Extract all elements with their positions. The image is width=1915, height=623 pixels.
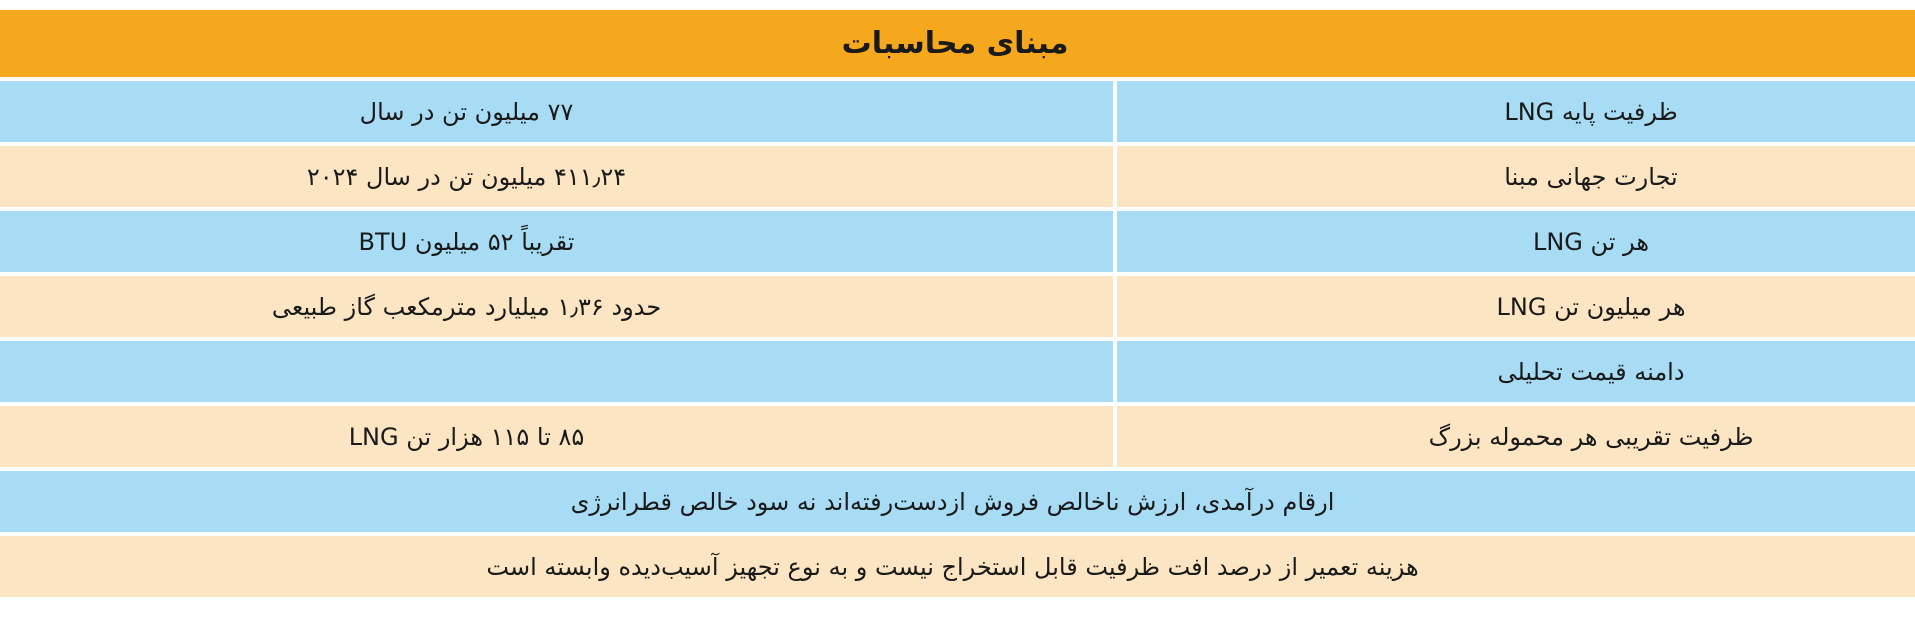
table-row — [0, 276, 1915, 341]
table-row — [0, 146, 1915, 211]
row-value: حدود ۱٫۳۶ میلیارد مترمکعب گاز طبیعی — [0, 276, 1113, 337]
note-row — [0, 471, 1915, 536]
table-row — [0, 406, 1915, 471]
row-label: هر میلیون تن LNG — [1113, 276, 1915, 337]
table-title: مبنای محاسبات — [841, 26, 1069, 61]
row-value: تقریباً ۵۲ میلیون BTU — [0, 211, 1113, 272]
note-cell — [0, 536, 1915, 597]
note-row — [0, 536, 1915, 597]
row-value: ۴۱۱٫۲۴ میلیون تن در سال ۲۰۲۴ — [0, 146, 1113, 207]
row-label: دامنه قیمت تحلیلی — [1113, 341, 1915, 402]
row-label: تجارت جهانی مبنا — [1113, 146, 1915, 207]
row-value — [0, 341, 1113, 402]
note-text: هزینه تعمیر از درصد افت ظرفیت قابل استخراج نیست و به نوع تجهیز آسیب‌دیده وابسته است — [486, 552, 1419, 581]
calculation-basis-table — [0, 10, 1915, 597]
table-row — [0, 341, 1915, 406]
row-label: هر تن LNG — [1113, 211, 1915, 272]
table-row — [0, 81, 1915, 146]
row-value: ۸۵ تا ۱۱۵ هزار تن LNG — [0, 406, 1113, 467]
table-row — [0, 211, 1915, 276]
row-value: ۷۷ میلیون تن در سال — [0, 81, 1113, 142]
table-header — [0, 10, 1915, 81]
row-label: ظرفیت پایه LNG — [1113, 81, 1915, 142]
note-text: ارقام درآمدی، ارزش ناخالص فروش ازدست‌رفته‌اند نه سود خالص قطرانرژی — [570, 487, 1335, 516]
note-cell — [0, 471, 1915, 532]
row-label: ظرفیت تقریبی هر محموله بزرگ — [1113, 406, 1915, 467]
